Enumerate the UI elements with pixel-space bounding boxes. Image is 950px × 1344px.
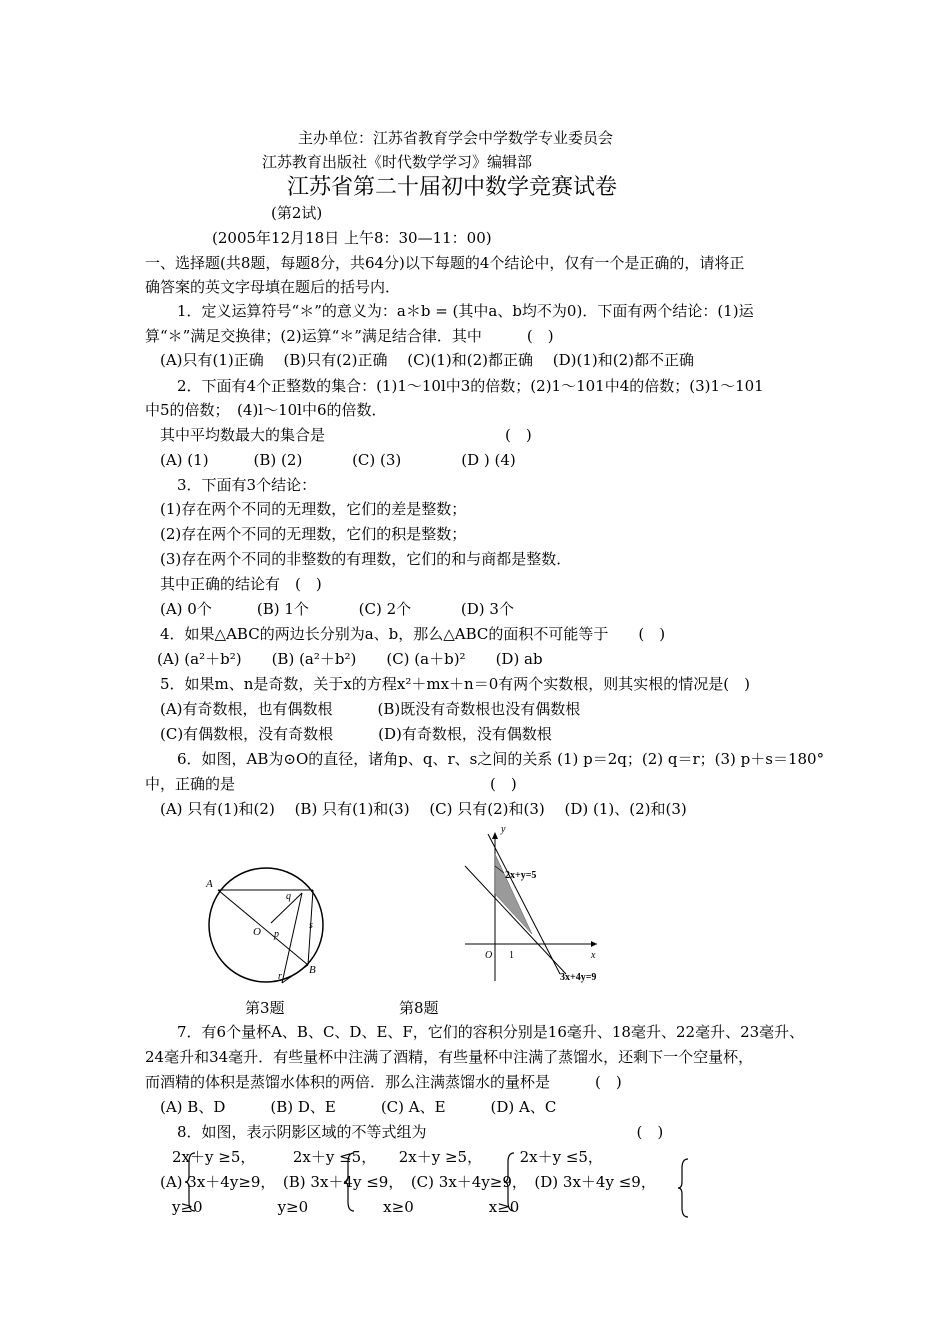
label-s: s bbox=[309, 920, 313, 931]
brace-c bbox=[503, 1152, 515, 1212]
q5-options-cd: (C)有偶数根，没有奇数根 (D)有奇数根，没有偶数根 bbox=[160, 725, 552, 743]
page-title: 江苏省第二十届初中数学竞赛试卷 bbox=[287, 175, 618, 200]
q7-line1: 7．有6个量杯A、B、C、D、E、F，它们的容积分别是16毫升、18毫升、22毫升、23毫升、 bbox=[177, 1023, 805, 1041]
label-r: r bbox=[278, 971, 282, 982]
label-one: 1 bbox=[509, 950, 514, 961]
q1-line2: 算“＊”满足交换律；(2)运算“＊”满足结合律．其中 ( ) bbox=[145, 327, 554, 345]
label-p: p bbox=[274, 929, 279, 940]
segment-q bbox=[282, 893, 302, 983]
circle-o bbox=[209, 868, 323, 982]
q8-row3: y≥0 y≥0 x≥0 x≥0 bbox=[172, 1198, 520, 1216]
q8-row1: 2x＋y ≥5， 2x＋y ≤5， 2x＋y ≥5， 2x＋y ≤5， bbox=[172, 1148, 603, 1166]
label-y: y bbox=[501, 826, 506, 835]
q4-line1: 4．如果△ABC的两边长分别为a、b，那么△ABC的面积不可能等于 ( ) bbox=[160, 625, 666, 643]
label-line1: 2x+y=5 bbox=[505, 870, 537, 881]
q5-options-ab: (A)有奇数根，也有偶数根 (B)既没有奇数根也没有偶数根 bbox=[160, 700, 581, 718]
q3-statement2: (2)存在两个不同的无理数，它们的积是整数； bbox=[160, 525, 467, 543]
q8-line1: 8．如图，表示阴影区域的不等式组为 ( ) bbox=[177, 1123, 664, 1141]
line-3x-plus-4y-9 bbox=[465, 866, 566, 974]
q6-options: (A) 只有(1)和(2) (B) 只有(1)和(3) (C) 只有(2)和(3) (D) (1)、(2)和(3) bbox=[160, 800, 687, 818]
label-x: x bbox=[591, 950, 596, 961]
brace-b bbox=[343, 1152, 355, 1212]
exam-date: (2005年12月18日 上午8：30—11：00) bbox=[212, 229, 492, 247]
publisher: 江苏教育出版社《时代数学学习》编辑部 bbox=[262, 153, 533, 171]
q3-statement1: (1)存在两个不同的无理数，它们的差是整数； bbox=[160, 500, 467, 518]
q2-line1: 2．下面有4个正整数的集合：(1)1～10l中3的倍数；(2)1～101中4的倍数；(3)1～101 bbox=[177, 377, 764, 395]
y-axis-arrow bbox=[492, 832, 498, 839]
figure-inequality-graph bbox=[460, 826, 620, 986]
section-intro-line2: 确答案的英文字母填在题后的括号内． bbox=[145, 278, 401, 296]
shaded-region bbox=[495, 854, 532, 934]
figure8-caption: 第8题 bbox=[399, 999, 439, 1017]
section-intro-line1: 一、选择题(共8题，每题8分，共64分)以下每题的4个结论中，仅有一个是正确的，请将正 bbox=[145, 254, 745, 272]
label-o: O bbox=[253, 926, 261, 938]
organizer: 主办单位：江苏省教育学会中学数学专业委员会 bbox=[298, 129, 614, 147]
q2-options: (A) (1) (B) (2) (C) (3) (D ) (4) bbox=[160, 451, 516, 469]
q3-ask: 其中正确的结论有 ( ) bbox=[160, 575, 322, 593]
label-b: B bbox=[309, 964, 316, 976]
q6-line1: 6．如图，AB为⊙O的直径，诸角p、q、r、s之间的关系 (1) p＝2q；(2) q＝r；(3) p＋s＝180° bbox=[177, 750, 825, 768]
q3-options: (A) 0个 (B) 1个 (C) 2个 (D) 3个 bbox=[160, 600, 514, 618]
q7-line2: 24毫升和34毫升．有些量杯中注满了酒精，有些量杯中注满了蒸馏水，还剩下一个空量杯， bbox=[145, 1048, 754, 1066]
figure-circle-diagram bbox=[196, 855, 336, 990]
q3-line1: 3．下面有3个结论： bbox=[177, 476, 317, 494]
brace-d bbox=[677, 1158, 689, 1218]
q7-options: (A) B、D (B) D、E (C) A、E (D) A、C bbox=[160, 1098, 557, 1116]
figure3-caption: 第3题 bbox=[245, 999, 285, 1017]
q5-line1: 5．如果m、n是奇数，关于x的方程x²＋mx＋n＝0有两个实数根，则其实根的情况是( ) bbox=[160, 675, 750, 693]
q7-line3: 而酒精的体积是蒸馏水体积的两倍．那么注满蒸馏水的量杯是 ( ) bbox=[145, 1073, 622, 1091]
line-2x-plus-y-5 bbox=[488, 834, 560, 974]
label-line2: 3x+4y=9 bbox=[560, 972, 597, 983]
label-a: A bbox=[206, 878, 213, 890]
q3-statement3: (3)存在两个不同的非整数的有理数，它们的和与商都是整数． bbox=[160, 550, 572, 568]
brace-a bbox=[184, 1152, 196, 1212]
q2-line2: 中5的倍数； (4)l～10l中6的倍数． bbox=[145, 401, 387, 419]
q1-options: (A)只有(1)正确 (B)只有(2)正确 (C)(1)和(2)都正确 (D)(1)和(2)都不正确 bbox=[160, 351, 694, 369]
q4-options: (A) (a²＋b²) (B) (a²＋b²) (C) (a＋b)² (D) ab bbox=[157, 650, 543, 668]
label-q: q bbox=[286, 891, 291, 902]
q8-row2: (A) 3x＋4y≥9， (B) 3x＋4y ≤9， (C) 3x＋4y≥9， (D) 3x＋4y ≤9， bbox=[160, 1173, 656, 1191]
round-label: (第2试) bbox=[271, 204, 323, 222]
q2-line3: 其中平均数最大的集合是 ( ) bbox=[160, 426, 532, 444]
label-origin: O bbox=[485, 950, 493, 961]
x-axis-arrow bbox=[591, 941, 597, 947]
q1-line1: 1．定义运算符号“＊”的意义为：a＊b = (其中a、b均不为0)．下面有两个结论：(1)运 bbox=[177, 302, 754, 320]
q6-line2: 中，正确的是 ( ) bbox=[145, 775, 517, 793]
